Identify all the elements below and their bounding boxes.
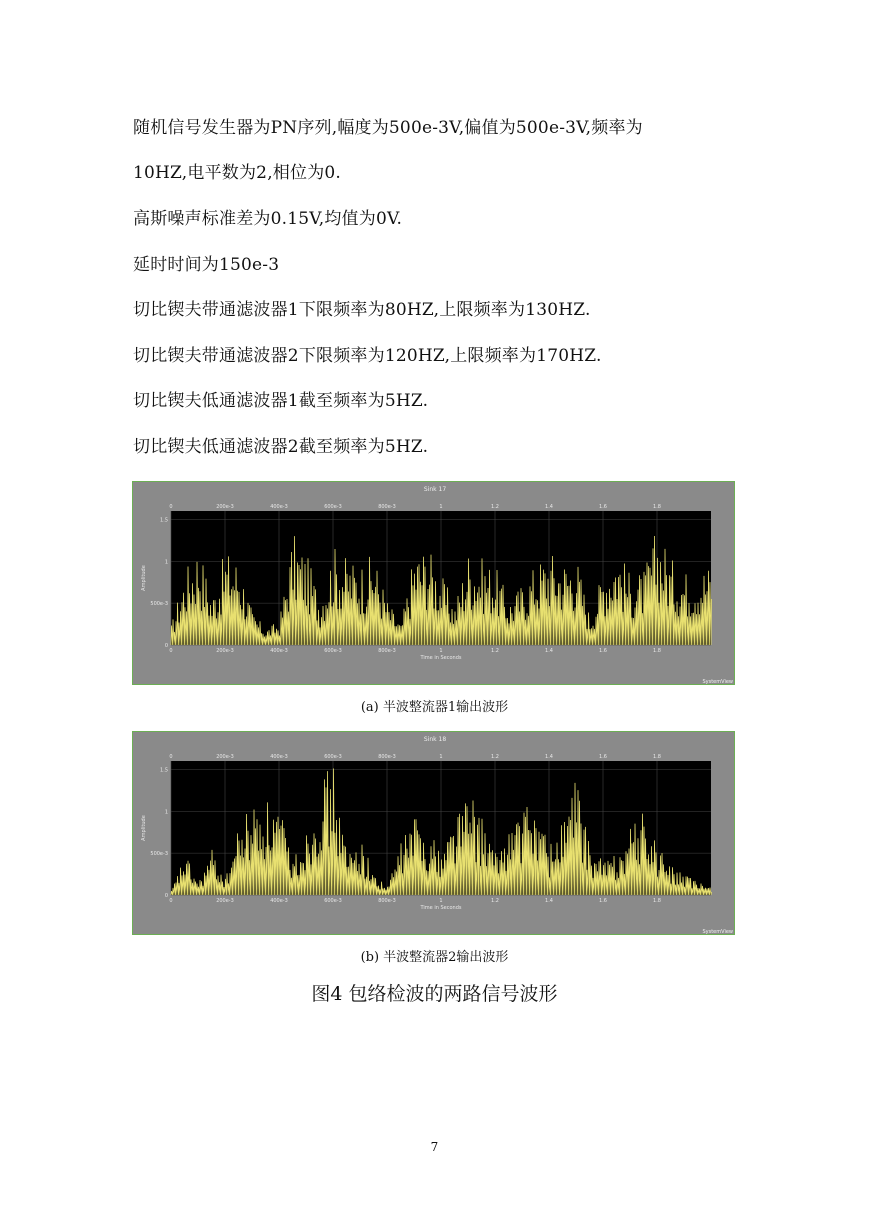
x-tick-label-top: 1.4 [545,504,553,510]
x-tick-label: 1 [439,648,443,654]
y-tick-label: 1 [164,809,168,816]
x-tick-label: 1.4 [545,648,553,654]
x-tick-label-top: 0 [169,504,173,510]
body-paragraph: 10HZ,电平数为2,相位为0. [133,163,342,183]
x-tick-label-top: 600e-3 [324,504,342,510]
figure-caption-b: (b) 半波整流器2输出波形 [360,950,509,965]
x-axis-label: Time in Seconds [420,655,462,661]
body-paragraph: 随机信号发生器为PN序列,幅度为500e-3V,偏值为500e-3V,频率为 [133,118,643,138]
x-tick-label-top: 1.8 [653,504,661,510]
y-axis-label: Amplitude [141,565,147,591]
x-tick-label-top: 1.6 [599,504,607,510]
x-tick-label-top: 800e-3 [378,754,396,760]
x-tick-label-top: 200e-3 [216,504,234,510]
body-paragraph: 切比锲夫低通滤波器1截至频率为5HZ. [133,391,429,411]
x-tick-label: 600e-3 [324,898,342,904]
chart-title: Sink 17 [423,486,447,493]
y-tick-label: 0 [164,643,168,649]
x-tick-label: 1.8 [653,648,661,654]
x-axis-label: Time in Seconds [420,905,462,911]
x-tick-label-top: 1.2 [491,504,499,510]
x-tick-label: 200e-3 [216,648,234,654]
waveform-chart-a-svg [133,482,736,686]
y-axis-label: Amplitude [141,815,147,841]
x-tick-label-top: 400e-3 [270,504,288,510]
waveform-chart-b-svg [133,732,736,936]
brand-label: SystemView [702,679,733,685]
x-tick-label: 1.4 [545,898,553,904]
x-tick-label: 1 [439,898,443,904]
y-tick-label: 1 [164,559,168,566]
figure-title: 图4 包络检波的两路信号波形 [311,983,558,1005]
y-tick-label: 0 [164,893,168,899]
x-tick-label: 200e-3 [216,898,234,904]
page-number: 7 [430,1140,439,1154]
x-tick-label: 800e-3 [378,648,396,654]
x-tick-label-top: 400e-3 [270,754,288,760]
x-tick-label-top: 1.2 [491,754,499,760]
x-tick-label: 800e-3 [378,898,396,904]
x-tick-label-top: 1.4 [545,754,553,760]
x-tick-label-top: 0 [169,754,173,760]
x-tick-label: 1.2 [491,648,499,654]
body-paragraph: 切比锲夫低通滤波器2截至频率为5HZ. [133,437,429,457]
x-tick-label: 1.2 [491,898,499,904]
x-tick-label: 0 [169,648,173,654]
x-tick-label-top: 1 [439,504,443,510]
waveform-chart-a [132,481,735,685]
brand-label: SystemView [702,929,733,935]
chart-title: Sink 18 [423,736,447,743]
y-tick-label: 1.5 [160,517,168,524]
x-tick-label: 1.8 [653,898,661,904]
body-paragraph: 高斯噪声标准差为0.15V,均值为0V. [133,209,403,229]
x-tick-label: 600e-3 [324,648,342,654]
y-tick-label: 500e-3 [150,601,168,608]
figure-caption-a: (a) 半波整流器1输出波形 [360,700,509,715]
waveform-chart-b [132,731,735,935]
x-tick-label-top: 1 [439,754,443,760]
x-tick-label: 400e-3 [270,898,288,904]
x-tick-label-top: 200e-3 [216,754,234,760]
y-tick-label: 500e-3 [150,851,168,858]
x-tick-label-top: 600e-3 [324,754,342,760]
body-paragraph: 切比锲夫带通滤波器2下限频率为120HZ,上限频率为170HZ. [133,346,602,366]
x-tick-label-top: 1.8 [653,754,661,760]
y-tick-label: 1.5 [160,767,168,774]
body-paragraph: 切比锲夫带通滤波器1下限频率为80HZ,上限频率为130HZ. [133,300,591,320]
x-tick-label: 0 [169,898,173,904]
x-tick-label-top: 1.6 [599,754,607,760]
x-tick-label: 1.6 [599,898,607,904]
x-tick-label: 400e-3 [270,648,288,654]
x-tick-label-top: 800e-3 [378,504,396,510]
x-tick-label: 1.6 [599,648,607,654]
body-paragraph: 延时时间为150e-3 [133,255,280,275]
